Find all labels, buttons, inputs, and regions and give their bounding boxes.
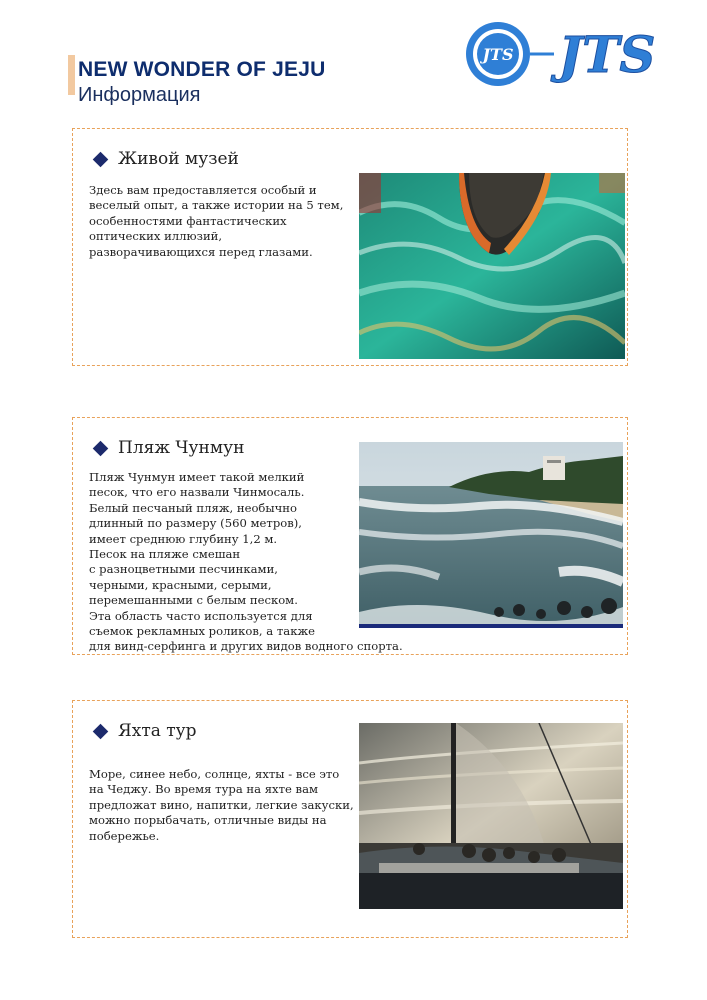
section-title-text: Яхта тур <box>118 721 197 741</box>
section-text: Здесь вам предоставляется особый и веселый опыт, а также истории на 5 тем, особенностями фантастических оптических иллюзий, разворачивающихся перед глазами. <box>89 183 344 259</box>
yacht-tour-photo <box>359 723 623 909</box>
diamond-bullet-icon <box>93 440 109 456</box>
jungmun-beach-photo <box>359 442 623 628</box>
section-card-live-museum <box>72 128 628 366</box>
title-accent-bar <box>68 55 75 95</box>
live-museum-photo <box>359 173 625 359</box>
diamond-bullet-icon <box>93 151 109 167</box>
section-title-text: Живой музей <box>118 149 239 169</box>
diamond-bullet-icon <box>93 723 109 739</box>
page-subtitle: Информация <box>78 84 201 106</box>
section-title <box>93 438 244 458</box>
logo-large-text: JTS <box>558 25 656 84</box>
section-title-text: Пляж Чунмун <box>118 438 245 458</box>
jts-logo <box>462 18 662 90</box>
section-title <box>93 721 197 741</box>
section-title <box>93 149 239 169</box>
logo-small-text: JTS <box>482 45 514 64</box>
page-title: NEW WONDER OF JEJU <box>78 58 326 81</box>
section-card-jungmun-beach <box>72 417 628 655</box>
section-text: Пляж Чунмун имеет такой мелкий песок, что его назвали Чинмосаль. Белый песчаный пляж, необычно длинный по размеру (560 метров), имеет среднюю глубину 1,2 м. Песок на пляже смешан с разноцветными песчинками, черными, красными, серыми, перемешанными с белым песком. Эта область часто используется для съемок рекламных роликов, а также для винд-серфинга и других видов водного спорта. <box>89 470 403 654</box>
section-text: Море, синее небо, солнце, яхты - все это на Чеджу. Во время тура на яхте вам предложат вино, напитки, легкие закуски, можно порыбачать, отличные виды на побережье. <box>89 767 354 843</box>
section-card-yacht-tour <box>72 700 628 938</box>
